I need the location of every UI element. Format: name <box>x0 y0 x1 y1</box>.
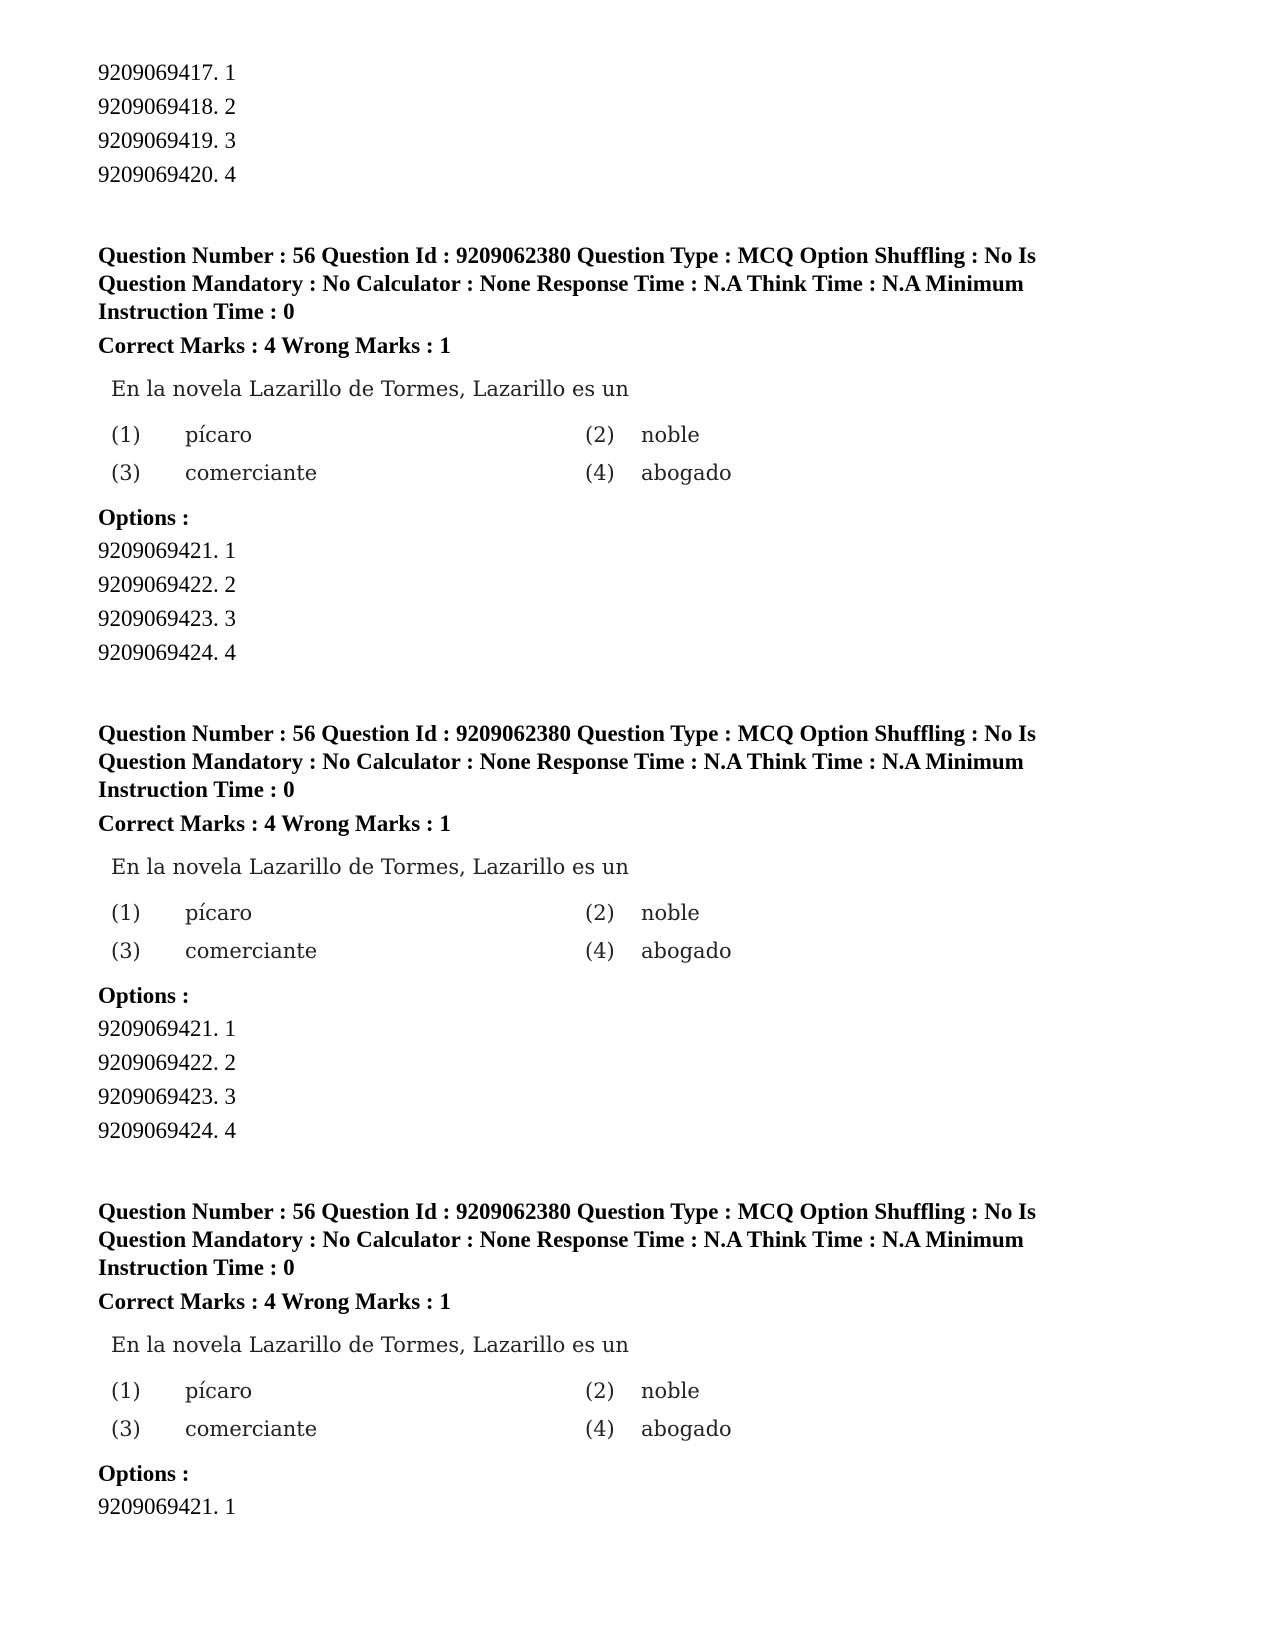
choice-text: noble <box>641 423 700 447</box>
question-marks: Correct Marks : 4 Wrong Marks : 1 <box>98 333 451 358</box>
choice-text: noble <box>641 901 700 925</box>
choice-number: (4) <box>585 939 615 963</box>
option-line: 9209069422. 2 <box>98 1050 236 1075</box>
question-body <box>111 1330 1198 1444</box>
question-body <box>111 852 1198 966</box>
question-block <box>98 720 1198 1148</box>
option-line: 9209069421. 1 <box>98 1494 236 1519</box>
question-header: Question Number : 56 Question Id : 9209062380 Question Type : MCQ Option Shuffling : No Is Question Mandatory : No Calculator : None Response Time : N.A Think Time : N.A Minimum Instruction Time : 0 <box>98 243 1037 324</box>
option-line: 9209069421. 1 <box>98 538 236 563</box>
choice-number: (3) <box>111 939 141 963</box>
option-line: 9209069421. 1 <box>98 1016 236 1041</box>
choice-text: pícaro <box>185 423 253 447</box>
choice-number: (2) <box>585 901 615 925</box>
choice-text: noble <box>641 1379 700 1403</box>
option-line: 9209069417. 1 <box>98 60 236 85</box>
choice-number: (4) <box>585 461 615 485</box>
choice-text: pícaro <box>185 901 253 925</box>
choice-number: (2) <box>585 1379 615 1403</box>
choice-number: (1) <box>111 901 141 925</box>
question-text: En la novela Lazarillo de Tormes, Lazarillo es un <box>111 855 629 879</box>
question-marks: Correct Marks : 4 Wrong Marks : 1 <box>98 811 451 836</box>
question-header: Question Number : 56 Question Id : 9209062380 Question Type : MCQ Option Shuffling : No Is Question Mandatory : No Calculator : None Response Time : N.A Think Time : N.A Minimum Instruction Time : 0 <box>98 721 1037 802</box>
choice-text: pícaro <box>185 1379 253 1403</box>
option-line: 9209069418. 2 <box>98 94 236 119</box>
choice-number: (2) <box>585 423 615 447</box>
option-line: 9209069420. 4 <box>98 162 236 187</box>
choice-text: comerciante <box>185 1417 318 1441</box>
choice-number: (1) <box>111 1379 141 1403</box>
question-text: En la novela Lazarillo de Tormes, Lazarillo es un <box>111 1333 629 1357</box>
document-page <box>98 56 1198 1524</box>
options-heading: Options : <box>98 983 190 1008</box>
question-marks: Correct Marks : 4 Wrong Marks : 1 <box>98 1289 451 1314</box>
choice-number: (3) <box>111 1417 141 1441</box>
top-options-list <box>98 56 1198 192</box>
option-line: 9209069424. 4 <box>98 1118 236 1143</box>
options-heading: Options : <box>98 505 190 530</box>
choice-text: abogado <box>641 461 732 485</box>
choice-number: (3) <box>111 461 141 485</box>
question-body <box>111 374 1198 488</box>
choice-text: abogado <box>641 939 732 963</box>
option-line: 9209069423. 3 <box>98 606 236 631</box>
choice-text: comerciante <box>185 939 318 963</box>
option-line: 9209069422. 2 <box>98 572 236 597</box>
choice-number: (4) <box>585 1417 615 1441</box>
choice-text: comerciante <box>185 461 318 485</box>
option-line: 9209069424. 4 <box>98 640 236 665</box>
option-line: 9209069423. 3 <box>98 1084 236 1109</box>
choice-grid <box>111 1376 1198 1444</box>
question-block <box>98 242 1198 670</box>
choice-grid <box>111 898 1198 966</box>
question-text: En la novela Lazarillo de Tormes, Lazarillo es un <box>111 377 629 401</box>
options-heading: Options : <box>98 1461 190 1486</box>
choice-number: (1) <box>111 423 141 447</box>
question-block <box>98 1198 1198 1524</box>
choice-text: abogado <box>641 1417 732 1441</box>
option-line: 9209069419. 3 <box>98 128 236 153</box>
choice-grid <box>111 420 1198 488</box>
question-header: Question Number : 56 Question Id : 9209062380 Question Type : MCQ Option Shuffling : No Is Question Mandatory : No Calculator : None Response Time : N.A Think Time : N.A Minimum Instruction Time : 0 <box>98 1199 1037 1280</box>
